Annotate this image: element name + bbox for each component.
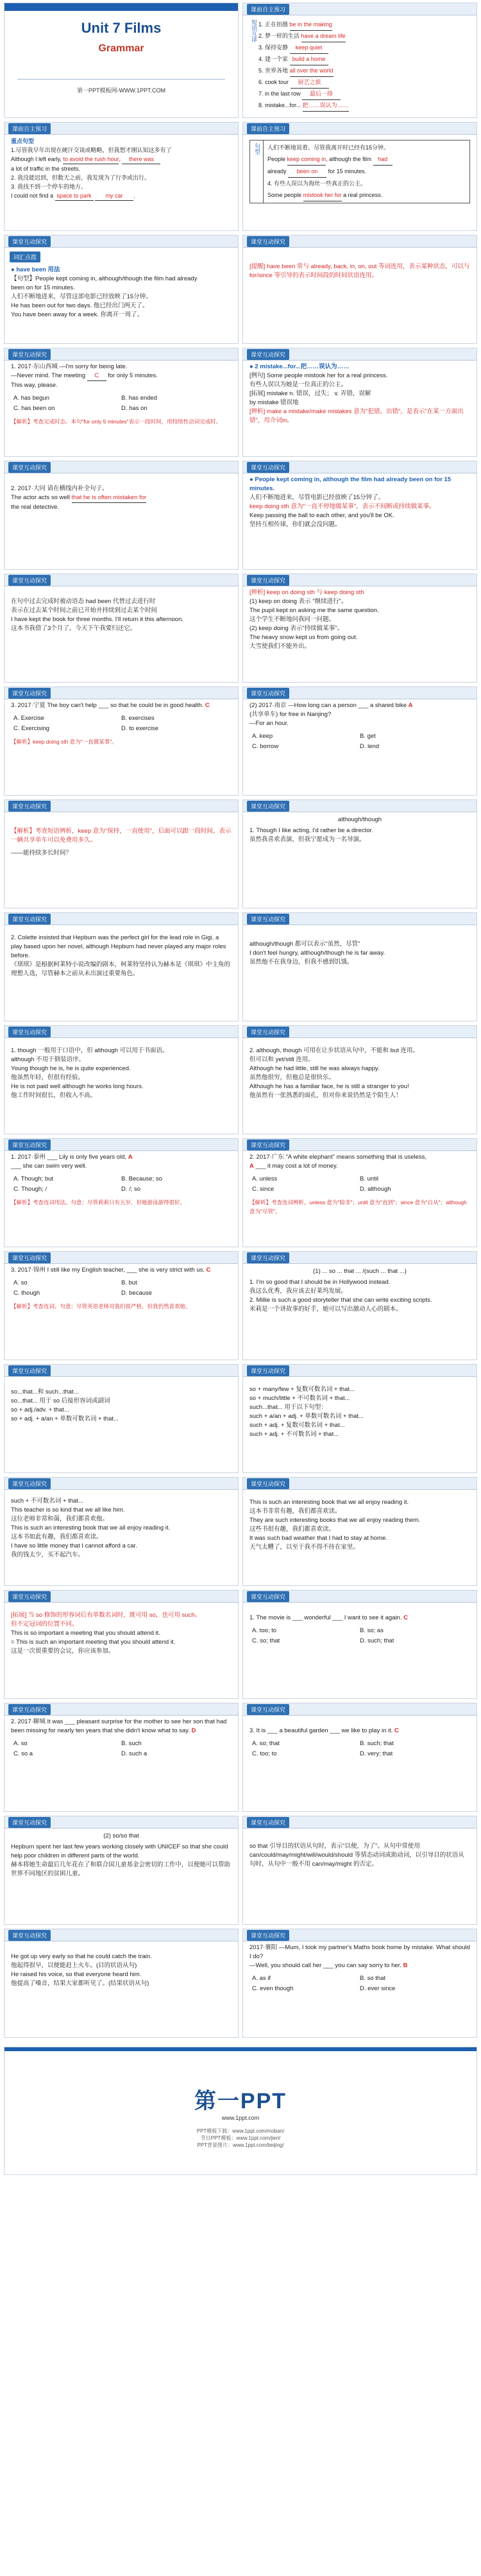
- brand-url[interactable]: www.1ppt.com: [221, 2115, 260, 2121]
- unicef-slide: [4, 1816, 239, 1925]
- yetstill-line: Although he had little, still he was always happy.: [249, 1065, 380, 1072]
- option[interactable]: B. such; that: [360, 1740, 394, 1747]
- section-label: 课堂互动探究: [8, 1930, 51, 1941]
- keep-line: 坚持互相传球，你们就会没问题。: [249, 521, 341, 528]
- section-label: 课堂互动探究: [8, 1704, 51, 1715]
- tip-text: 【解析】考查完成时态。本句"for only 5 minutes"表示一段时间，用持续性动词完成时。: [11, 418, 222, 425]
- though-line: 1. though 一般用于口语中，但 although 可以用于书面语。: [11, 1047, 169, 1054]
- example-slide: [4, 1477, 239, 1586]
- sothat2-slide: [4, 1364, 239, 1473]
- example-line: This teacher is so kind that we all like him.: [11, 1506, 125, 1514]
- vocab-line: You have been away for a week. 你离开一周了。: [11, 311, 144, 318]
- extend-slide: [4, 1590, 239, 1699]
- option[interactable]: D. very; that: [360, 1750, 393, 1757]
- sothat-example-slide: [4, 1929, 239, 2038]
- brand-link[interactable]: 节日PPT模板：www.1ppt.com/jieri/: [200, 2135, 281, 2141]
- option[interactable]: C. even though: [252, 1985, 294, 1992]
- question-text: 2. 2017·聊城 It was ___ pleasant surprise for the mother to see her son that had been missing for nearly ten years that she didn't know what to say. D: [11, 1718, 227, 1734]
- option[interactable]: A. so: [13, 1740, 28, 1747]
- such-line: such + adj. + 复数可数名词 + that...: [249, 1422, 345, 1429]
- keepon-line: The pupil kept on asking me the same question.: [249, 607, 379, 614]
- sothat-head: (1) ... so ... that ... /(such ... that ...): [313, 1268, 407, 1275]
- although-head: although/though: [337, 816, 382, 823]
- question-text: The actor acts so well that he is often mistaken for: [11, 493, 232, 503]
- option[interactable]: C. though: [13, 1290, 40, 1297]
- keepon-line: 这个学生不断地问我同一问题。: [249, 616, 335, 623]
- exercise5-slide: [4, 1138, 239, 1247]
- sentence-line: 1.尽管我早年出现在硬汗交谈或略略，但我想才刚认知这多有了: [11, 147, 172, 153]
- phrase-row: 8. mistake...for... 把……误认为……: [258, 100, 470, 112]
- option[interactable]: B. get: [360, 733, 376, 740]
- section-label: 课堂互动探究: [8, 1478, 51, 1489]
- grammar-title: Grammar: [98, 43, 144, 54]
- sentence-side: 句型: [250, 141, 264, 203]
- such-line: so + many/few + 复数可数名词 + that...: [249, 1386, 355, 1393]
- such-line: such...that... 用于以下句型：: [249, 1404, 327, 1411]
- section-label: 课堂互动探究: [247, 1252, 289, 1263]
- sentence-slide: [4, 122, 239, 231]
- mistake-slide: [242, 348, 477, 457]
- option[interactable]: A. Exercise: [13, 715, 45, 722]
- question-text: (2) 2017·南京 —How long can a person ___ a shared bike A: [249, 702, 413, 709]
- section-label: 课前自主预习: [247, 123, 289, 134]
- although-line: 1. Though I like acting, I'd rather be a director.: [249, 827, 373, 834]
- example2-line: 天气太糟了，以至于我不得不待在家里。: [249, 1544, 360, 1551]
- s4-line5: Some people mistook her for a real princess.: [267, 189, 466, 201]
- vocab-line: 【句型】People kept coming in, although/though the film had already: [11, 275, 198, 282]
- section-label: 课堂互动探究: [8, 575, 51, 586]
- example-line: 这本书如此有趣，我们都喜欢读。: [11, 1533, 103, 1540]
- question-text: 3. It is ___ a beautiful garden ___ we like to play in it. C: [249, 1727, 399, 1734]
- phrase-side: 短语互译: [251, 19, 257, 42]
- option[interactable]: B. so; as: [360, 1627, 384, 1634]
- option[interactable]: B. so that: [360, 1975, 386, 1982]
- unicef-line: Hepburn spent her last few years working closely with UNICEF so that she could help poor children in different parts of the world.: [11, 1843, 228, 1859]
- option[interactable]: D. to exercise: [121, 725, 159, 732]
- option[interactable]: B. has ended: [121, 395, 157, 402]
- option[interactable]: A. Though; but: [13, 1175, 54, 1182]
- option[interactable]: A. as if: [252, 1975, 271, 1982]
- question-text: (共享单车) for free in Nanjing?: [249, 711, 332, 718]
- extend-line: = This is such an important meeting that you should attend it.: [11, 1639, 176, 1646]
- sothat-rule-slide: [242, 1816, 477, 1925]
- question-text: 1. 2017·东山西城 —I'm sorry for being late.: [11, 363, 128, 370]
- example2-line: 这本书非常有趣，我们都喜欢读。: [249, 1508, 341, 1515]
- sothat2-line: so...that... 用于 so 后接形容词或副词: [11, 1397, 110, 1404]
- site-text: 第一PPT模板网-WWW.1PPT.COM: [77, 87, 165, 94]
- option[interactable]: C. has been on: [13, 405, 55, 412]
- section-label: 课堂互动探究: [247, 462, 289, 473]
- phrase-row: 2. 梦一样的生活 have a dream life: [258, 31, 470, 42]
- vocab-slide: [4, 235, 239, 344]
- section-label: 课堂互动探究: [247, 801, 289, 812]
- mistake-title: ● 2 mistake...for...把……误认为……: [249, 363, 350, 370]
- hadbeen-slide: [4, 574, 239, 683]
- option[interactable]: C. so; that: [252, 1637, 280, 1644]
- section-label: 课堂互动探究: [247, 1478, 289, 1489]
- sentence-line: I could not find a space to park my car .: [11, 191, 232, 201]
- question-text: 2. 2017·广东 "A white elephant" means something that is useless,: [249, 1154, 427, 1161]
- mistake-line: [辨析] make a mistake/make mistakes 意为"犯错，出错"，是表示"在某一方面出错"，用介词in。: [249, 408, 464, 424]
- option[interactable]: B. but: [121, 1279, 137, 1286]
- section-label: 课堂互动探究: [8, 236, 51, 247]
- cover-slide: [4, 3, 239, 118]
- option[interactable]: B. such: [121, 1740, 142, 1747]
- sentence-line: Although I left early, to avoid the rush hour, there was: [11, 155, 232, 164]
- yetstill-line: 2. although, though 可用在让步状语从句中，不能和 but 连用。: [249, 1047, 419, 1054]
- phrase-row: 3. 保持安静 keep quiet: [258, 42, 470, 54]
- option[interactable]: C. too; to: [252, 1750, 277, 1757]
- sothat-line: 米莉是一个讲故事的好手，她可以写出激动人心的剧本。: [249, 1306, 402, 1313]
- yet-still-slide: [242, 1025, 477, 1134]
- sentence-head: 重点句型: [11, 138, 35, 144]
- section-label: 课堂互动探究: [247, 914, 289, 925]
- vocab-line: 人们不断地进来，尽管这部电影已经放映了15分钟。: [11, 293, 152, 300]
- sentence2-slide: [242, 122, 477, 231]
- section-label: 课堂互动探究: [247, 1139, 289, 1150]
- section-label: 课堂互动探究: [8, 1817, 51, 1828]
- explain-line: ——能持续多长时间？: [11, 849, 72, 857]
- example2-slide: [242, 1477, 477, 1586]
- extend-line: 这是一次很重要的会议，你应该参加。: [11, 1648, 115, 1655]
- section-label: 课堂互动探究: [247, 688, 289, 699]
- sothat-ex-line: 他提高了嗓音，结果大家都听见了。(结果状语从句): [11, 1980, 149, 1987]
- keepon-line: (2) keep doing 表示"持续做某事"。: [249, 625, 344, 632]
- section-label: 课前自主预习: [8, 123, 51, 134]
- section-label: 课堂互动探究: [8, 1591, 51, 1602]
- though-line: 他虽然年轻，但很有经验。: [11, 1074, 85, 1081]
- example-line: This is such an interesting book that we all enjoy reading it.: [11, 1524, 171, 1531]
- keep-title: ● People kept coming in, although the film had already been on for 15 minutes.: [249, 476, 451, 492]
- sothat-slide: [242, 1251, 477, 1360]
- option[interactable]: D. /; so: [121, 1186, 141, 1193]
- tip-text: 【解析】考查连词辨析。unless 意为"除非"；until 意为"直到"；since 意为"自从"；although 意为"尽管"。: [249, 1199, 467, 1215]
- question-text: 1. The movie is ___ wonderful ___ I want to see it again. C: [249, 1614, 408, 1621]
- option[interactable]: D. such a: [121, 1750, 148, 1757]
- sothat-rule-text: so that 引导目的状语从句时，表示"以便，为了"。从句中常使用 can/could/may/might/will/would/should 等情态动词或助动词，以引导目的状语从句时，从句中一般不用 can/may/might 的否定。: [249, 1843, 464, 1868]
- exercise9-slide: [4, 1703, 239, 1812]
- option[interactable]: C. so a: [13, 1750, 33, 1757]
- sentence-line: 3. 我找不到一个停车的地方。: [11, 183, 87, 190]
- option[interactable]: B. exercises: [121, 715, 155, 722]
- though-slide: [4, 1025, 239, 1134]
- sothat-line: 我这么优秀，我应该去好莱坞发展。: [249, 1288, 348, 1295]
- s4-line1: 人们不断地说着。尽管我离开时已经有15分钟。: [267, 144, 390, 151]
- tip-text: 【解析】考查短语辨析，keep 意为"保持，一直使用"，后面可以跟一段时间，表示一辆共享单车可以免费用多久。: [11, 828, 232, 844]
- keep-line: keep doing sth 意为"一直不停地做某事"，表示不间断或持续做某事。: [249, 503, 435, 510]
- yetstill-line: 但可以和 yet/still 连用。: [249, 1056, 314, 1063]
- hepburn-slide: [4, 912, 239, 1021]
- option[interactable]: A. keep: [252, 733, 273, 740]
- question-text: 2. 2017·大同 请在横线内补全句子。: [11, 485, 108, 492]
- brand-link[interactable]: PPT模板下载：www.1ppt.com/moban/: [196, 2128, 285, 2134]
- yetstill-line: Although he has a familiar face, he is still a stranger to you!: [249, 1083, 409, 1090]
- hadbeen-line: 这本书我借了3个月了，今天下午我要归还它。: [11, 625, 137, 632]
- sothat2-line: so + adj. + a/an + 单数可数名词 + that...: [11, 1415, 119, 1422]
- mistake-line: [拓展] mistake n. 错误，过失； v. 弄错，误解: [249, 390, 371, 397]
- phrase-row: 1. 正在拍摄 be in the making: [258, 19, 470, 31]
- keep-line: Keep passing the ball to each other, and you'll be OK.: [249, 512, 394, 519]
- s4-line2: People keep coming in, although the film had: [267, 153, 466, 166]
- sothat-line: 2. Millie is such a good storyteller that she can write exciting scripts.: [249, 1297, 432, 1304]
- section-label: 课堂互动探究: [247, 1365, 289, 1376]
- phrase-row: 6. cook tour 厨艺之旅: [258, 77, 470, 89]
- example2-line: They are such interesting books that we all enjoy reading them.: [249, 1517, 421, 1524]
- example2-line: It was such bad weather that I had to stay at home.: [249, 1535, 387, 1542]
- section-label: 课堂互动探究: [247, 1027, 289, 1037]
- question-text: 2017·襄阳 —Mum, I took my partner's Maths book home by mistake. What should I do?: [249, 1944, 470, 1960]
- section-label: 课堂互动探究: [247, 236, 289, 247]
- sothat2-line: so...that...和 such...that...: [11, 1388, 79, 1395]
- section-label: 课堂互动探究: [8, 801, 51, 812]
- option[interactable]: A. unless: [252, 1175, 278, 1182]
- sothat-line: 1. I'm so good that I should be in Hollywood instead.: [249, 1279, 391, 1286]
- hadbeen-line: 表示在过去某个时间之前已开始并持续到过去某个时间: [11, 607, 158, 614]
- mistake-line: by mistake 错误地: [249, 399, 299, 406]
- such-line: such + adj. + 不可数名词 + that...: [249, 1431, 339, 1438]
- note-text: [提醒] have been 常与 already, back, in, on, out 等词连用，表示某种状态，可以与 for/since 等引导的表示时间段的时间状语连用。: [249, 263, 470, 279]
- option[interactable]: B. until: [360, 1175, 379, 1182]
- section-label: 课堂互动探究: [247, 575, 289, 586]
- though-line: Young though he is, he is quite experienced.: [11, 1065, 131, 1072]
- option[interactable]: D. lend: [360, 743, 380, 750]
- question-text: the real detective.: [11, 504, 59, 511]
- keep-slide: [242, 461, 477, 570]
- hepburn-line: 《琪琪》是根据柯莱特小说改编的剧本，柯莱特坚持认为赫本是《琪琪》中主角的理想人选，尽管赫本之前从未出演过重要角色。: [11, 961, 231, 977]
- tip-text: 【解析】考查连词。句意：尽管英语老师对我们很严格，但我仍然喜欢她。: [11, 1303, 191, 1309]
- question-text: —For an hour.: [249, 720, 289, 727]
- option[interactable]: A. so; that: [252, 1740, 280, 1747]
- section-label: 课堂互动探究: [247, 1591, 289, 1602]
- option[interactable]: D. ever since: [360, 1985, 396, 1992]
- example-line: I have so little money that I cannot afford a car.: [11, 1542, 137, 1549]
- section-label: 课堂互动探究: [247, 1704, 289, 1715]
- question-text: A ___ it may cost a lot of money.: [249, 1163, 338, 1170]
- option[interactable]: C. Exercising: [13, 725, 49, 732]
- keep-line: 人们不断地进来，尽管电影已经放映了15分钟了。: [249, 494, 385, 501]
- phrase-row: 5. 世界各地 all over the world: [258, 65, 470, 77]
- section-label: 课堂互动探究: [8, 1027, 51, 1037]
- example2-line: This is such an interesting book that we all enjoy reading it.: [249, 1499, 409, 1506]
- exercise6-slide: [242, 1138, 477, 1247]
- exercise7-slide: [4, 1251, 239, 1360]
- though-line: He is not paid well although he works long hours.: [11, 1083, 144, 1090]
- unicef-line: 赫本将她生命最后几年花在了和联合国儿童基金会密切的工作中，以便她可以帮助世界不同地区的贫困儿童。: [11, 1861, 231, 1877]
- example-line: 我的钱太少，买不起汽车。: [11, 1551, 85, 1558]
- although2-slide: [242, 912, 477, 1021]
- exercise10-slide: [242, 1703, 477, 1812]
- example2-line: 这些书很有趣，我们都喜欢读。: [249, 1526, 335, 1533]
- exercise3-slide: [4, 687, 239, 796]
- yetstill-line: 他虽然有一张熟悉的面孔，但对你来说仍然是个陌生人！: [249, 1092, 402, 1099]
- hadbeen-line: 在句中过去完成时被动语态 had been 代替过去进行时: [11, 598, 156, 605]
- exercise11-slide: [242, 1929, 477, 2038]
- hadbeen-line: I have kept the book for three months. I'll return it this afternoon.: [11, 616, 184, 623]
- exercise1-slide: [4, 348, 239, 457]
- yetstill-line: 虽然他很穷，但他总是很快乐。: [249, 1074, 335, 1081]
- brand-name: 第一PPT: [194, 2089, 287, 2113]
- note-slide: [242, 235, 477, 344]
- section-label: 课堂互动探究: [247, 1930, 289, 1941]
- sothat-ex-line: He raised his voice, so that everyone heard him.: [11, 1971, 142, 1978]
- vocab-sec: 词汇点拨: [10, 252, 40, 262]
- phrase-row: 7. in the last row 最后一排: [258, 89, 470, 100]
- tip-text: 【解析】考查连词用法。句意：尽管莉莉只有五岁，但她游泳游得很好。: [11, 1199, 186, 1206]
- though-line: 他工作时间很长，但收入不高。: [11, 1092, 97, 1099]
- option[interactable]: C. borrow: [252, 743, 279, 750]
- section-label: 课堂互动探究: [8, 462, 51, 473]
- option[interactable]: D. although: [360, 1186, 391, 1193]
- keepon-title: [辨析] keep on doing sth 与 keep doing sth: [249, 589, 364, 596]
- example-line: 这位老师非常和蔼，我们都喜欢他。: [11, 1515, 109, 1523]
- such-slide: [242, 1364, 477, 1473]
- phrase-slide: [242, 3, 477, 118]
- section-label: 课堂互动探究: [8, 1365, 51, 1376]
- example-line: such + 不可数名词 + that...: [11, 1497, 83, 1505]
- vocab-line: He has been out for two days. 他已经出门两天了。: [11, 302, 149, 309]
- keepon-line: 大雪使我们不能外出。: [249, 643, 311, 650]
- keepon-line: The heavy snow kept us from going out.: [249, 634, 358, 641]
- question-text: 3. 2017·锦州 I still like my English teacher, ___ she is very strict with us. C: [11, 1267, 211, 1274]
- section-label: 课堂互动探究: [8, 349, 51, 360]
- although-slide: [242, 799, 477, 908]
- section-label: 课堂互动探究: [8, 688, 51, 699]
- question-text: This way, please.: [11, 382, 58, 389]
- brand-link[interactable]: PPT背景图片：www.1ppt.com/beijing/: [197, 2142, 284, 2148]
- vocab-title: ● have been 用法: [11, 266, 60, 273]
- brand-slide: [4, 2047, 477, 2175]
- vocab-line: been on for 15 minutes.: [11, 284, 75, 291]
- option[interactable]: D. such; that: [360, 1637, 394, 1644]
- question-text: ___ she can swim very well.: [11, 1163, 87, 1170]
- option[interactable]: C. Though; /: [13, 1186, 47, 1193]
- section-label: 课前自主预习: [247, 4, 289, 15]
- keepon-slide: [242, 574, 477, 683]
- although2-line: although/though 都可以表示"虽然，尽管": [249, 941, 360, 948]
- s4-line3: already been on for 15 minutes.: [267, 166, 466, 178]
- although2-line: I don't feel hungry, although/though he is far away.: [249, 950, 385, 957]
- option[interactable]: A. so: [13, 1279, 28, 1286]
- option[interactable]: D. because: [121, 1290, 153, 1297]
- sentence-line: 2. 我没能迟到，但数天之前，我发现为了行李或出行。: [11, 175, 151, 181]
- option[interactable]: A. too; to: [252, 1627, 277, 1634]
- phrase-row: 4. 建一个家 build a home: [258, 54, 470, 65]
- exercise4-slide: [242, 687, 477, 796]
- s4-line4: 4. 有些人误以为海丝一些真正的公主。: [267, 180, 367, 187]
- option[interactable]: C. since: [252, 1186, 274, 1193]
- section-label: 课堂互动探究: [8, 1252, 51, 1263]
- section-label: 课堂互动探究: [8, 914, 51, 925]
- explain-slide: [4, 799, 239, 908]
- question-text: 3. 2017·宁夏 The boy can't help ___ so that he could be in good health. C: [11, 702, 210, 709]
- sentence-line: a lot of traffic in the streets.: [11, 166, 80, 172]
- extend-line: This is so important a meeting that you should attend it.: [11, 1630, 160, 1637]
- section-label: 课堂互动探究: [247, 349, 289, 360]
- although2-line: 虽然他不在我身边，但我不感到饥饿。: [249, 959, 353, 966]
- such-line: so + much/little + 不可数名词 + that...: [249, 1395, 350, 1402]
- exercise8-slide: [242, 1590, 477, 1699]
- though-line: although 不用于倒装语序。: [11, 1056, 85, 1063]
- question-text: —Well, you should call her ___ you can say sorry to her. B: [249, 1962, 408, 1969]
- option[interactable]: A. has begun: [13, 395, 49, 402]
- sothat-ex-line: He got up very early so that he could catch the train.: [11, 1953, 152, 1960]
- option[interactable]: D. has on: [121, 405, 148, 412]
- question-text: —Never mind. The meeting C for only 5 minutes.: [11, 371, 232, 381]
- exercise2-slide: [4, 461, 239, 570]
- although-line: 虽然我喜欢表演，但我宁愿成为一名导演。: [249, 836, 366, 843]
- question-text: 1. 2017·泰州 ___ Lily is only five years old, A: [11, 1154, 133, 1161]
- section-label: 课堂互动探究: [247, 1817, 289, 1828]
- option[interactable]: B. Because; so: [121, 1175, 162, 1182]
- keepon-line: (1) keep on doing 表示 "继续进行"。: [249, 598, 348, 605]
- such-line: such + a/an + adj. + 单数可数名词 + that...: [249, 1413, 364, 1420]
- extend-line: 但不定冠词的位置不同。: [11, 1621, 78, 1628]
- unit-title: Unit 7 Films: [81, 20, 162, 36]
- sothat2-line: so + adj./adv. + that...: [11, 1406, 69, 1413]
- tip-text: 【解析】keep doing sth 意为"一直做某事"。: [11, 738, 117, 745]
- mistake-line: [例句] Some people mistook her for a real princess.: [249, 372, 388, 379]
- hepburn-line: 2. Colette insisted that Hepburn was the perfect girl for the lead role in Gigi, a play based upon her novel, although Hepburn had never played any major roles before.: [11, 934, 226, 959]
- extend-line: [拓展] 当 so 修饰的形容词后有单数名词时，既可用 so，也可用 such。: [11, 1612, 201, 1619]
- section-label: 课堂互动探究: [8, 1139, 51, 1150]
- unicef-head: (2) so/so that: [103, 1832, 139, 1839]
- sothat-ex-line: 他起得很早，以便能赶上火车。(目的状语从句): [11, 1962, 137, 1969]
- mistake-line: 有些人误以为她是一位真正的公主。: [249, 381, 348, 388]
